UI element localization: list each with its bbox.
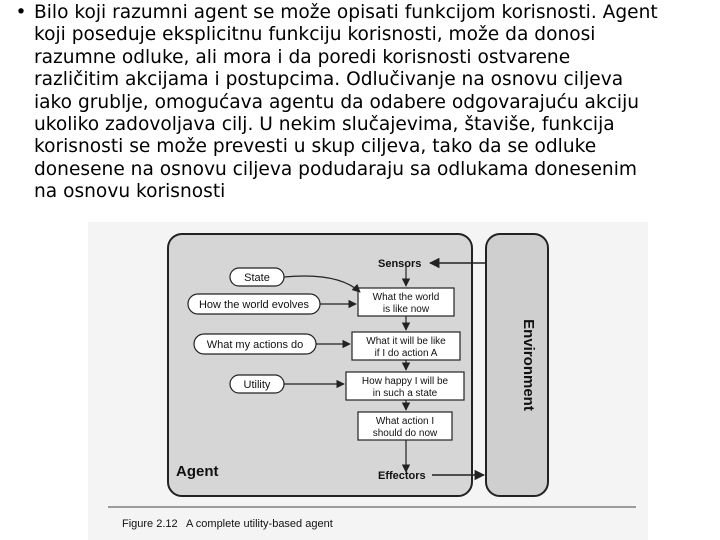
bullet-item — [8, 2, 714, 204]
caption-text: A complete utility-based agent — [186, 518, 333, 530]
environment-label: Environment — [520, 319, 537, 411]
text-line: iako grublje, omogućava agentu da odabere odgovarajuću akciju — [34, 91, 640, 113]
environment-box — [486, 234, 548, 496]
if-action-label-1: What it will be like — [366, 336, 446, 347]
agent-diagram — [88, 222, 648, 540]
text-line: Bilo koji razumni agent se može opisati funkcijom korisnosti. Agent — [34, 2, 658, 23]
effectors-label: Effectors — [378, 470, 426, 482]
happy-label-2: in such a state — [372, 388, 438, 399]
caption-number: Figure 2.12 — [122, 518, 178, 530]
agent-box — [168, 234, 472, 496]
world-now-label-2: is like now — [382, 304, 430, 315]
text-line: donesene na osnovu ciljeva podudaraju sa odlukama donesenim — [34, 158, 637, 180]
text-line: koji poseduje eksplicitnu funkciju korisnosti, može da donosi — [34, 24, 596, 46]
agent-label: Agent — [176, 463, 219, 480]
my-actions-label: What my actions do — [206, 339, 304, 351]
slide-text — [8, 2, 714, 204]
text-line: korisnosti se može prevesti u skup ciljeva, tako da se odluke — [34, 136, 597, 158]
action-label-2: should do now — [372, 428, 438, 439]
if-action-label-2: if I do action A — [374, 348, 438, 359]
state-label: State — [244, 272, 270, 284]
world-now-label-1: What the world — [372, 292, 440, 303]
text-line: različitim akcijama i postupcima. Odlučivanje na osnovu ciljeva — [34, 69, 624, 91]
utility-agent-figure — [88, 222, 648, 540]
text-line: na osnovu korisnosti — [34, 181, 226, 203]
bullet-dot: • — [15, 2, 27, 23]
action-label-1: What action I — [375, 416, 435, 427]
world-evolves-label: How the world evolves — [198, 299, 310, 311]
bullet-paragraph — [34, 2, 714, 204]
text-line: razumne odluke, ali mora i da poredi korisnosti ostvarene — [34, 46, 571, 68]
text-line: ukoliko zadovoljava cilj. U nekim slučajevima, štaviše, funkcija — [34, 114, 615, 136]
sensors-label: Sensors — [378, 258, 422, 270]
utility-label: Utility — [243, 379, 271, 391]
happy-label-1: How happy I will be — [361, 376, 449, 387]
